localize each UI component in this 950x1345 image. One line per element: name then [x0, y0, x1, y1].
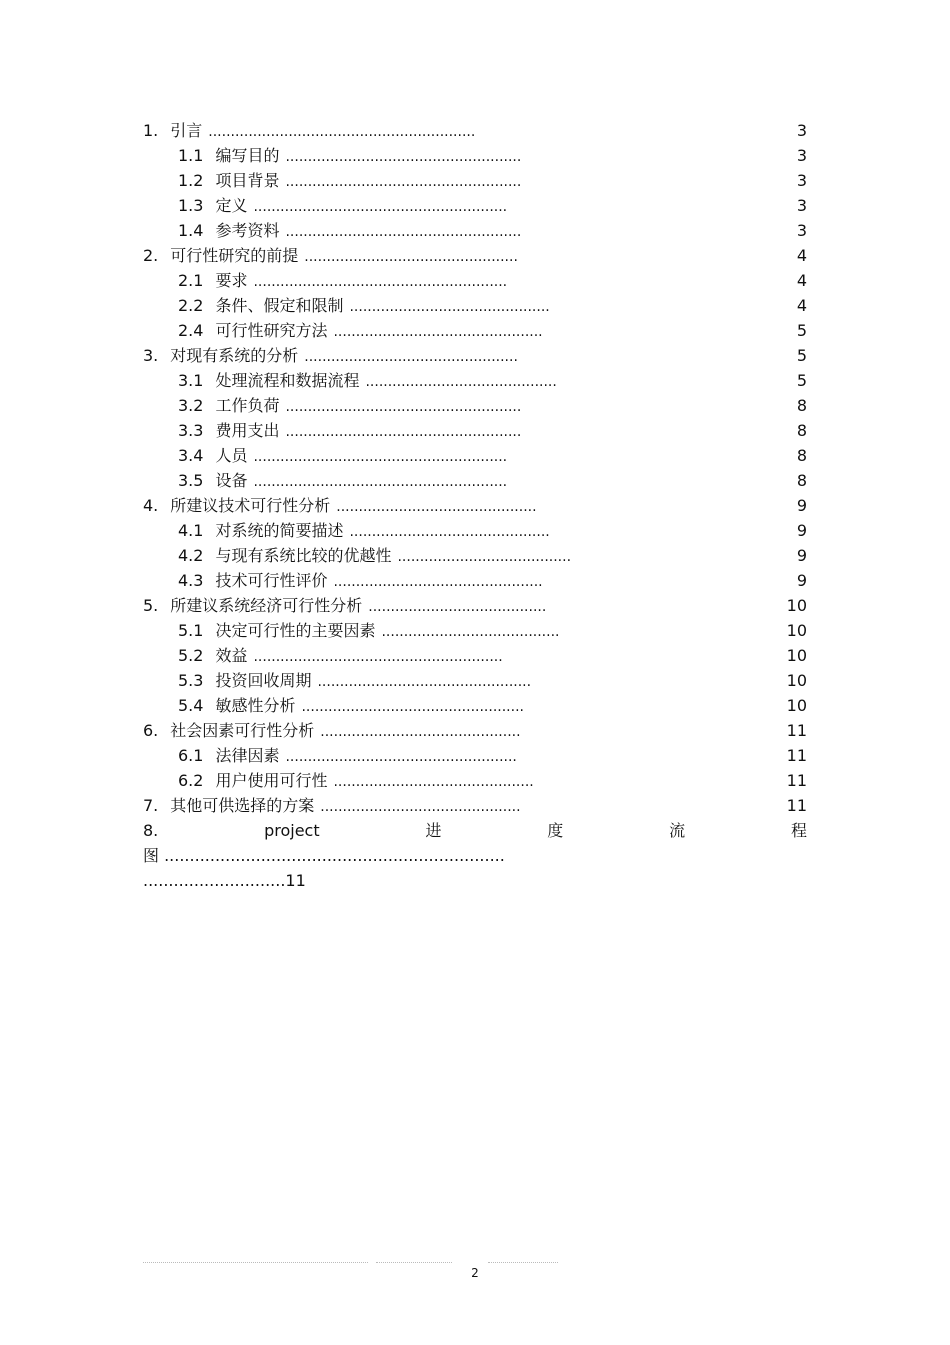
toc-entry-page: 4 — [796, 246, 807, 265]
toc-entry-title: 用户使用可行性 — [215, 771, 328, 790]
toc-entry-number: 5.2 — [178, 646, 204, 665]
toc-entry-number: 6.1 — [178, 746, 204, 765]
toc-leader-dots: .................................................. — [301, 699, 524, 715]
toc-entry-number: 3.2 — [178, 396, 204, 415]
toc-entry[interactable] — [143, 718, 807, 743]
toc-entry-number: 2.2 — [178, 296, 204, 315]
toc-entry-title: 社会因素可行性分析 — [170, 721, 315, 740]
toc-entry-title: 费用支出 — [215, 421, 280, 440]
toc-entry[interactable] — [143, 743, 807, 768]
toc-entry-8-word: 程 — [790, 821, 807, 840]
toc-entry[interactable] — [143, 118, 807, 143]
toc-leader-dots: .................................................... — [285, 749, 517, 765]
toc-entry-title: 处理流程和数据流程 — [215, 371, 360, 390]
toc-entry-title: 决定可行性的主要因素 — [215, 621, 376, 640]
toc-entry[interactable] — [143, 293, 807, 318]
toc-entry-number: 1.3 — [178, 196, 204, 215]
toc-entry-8-word: project — [264, 821, 320, 840]
toc-entry-title: 引言 — [170, 121, 203, 140]
toc-entry-title: 定义 — [215, 196, 248, 215]
toc-entry[interactable] — [143, 318, 807, 343]
toc-leader-dots: ..................................................... — [285, 424, 522, 440]
toc-entry-8-page: ............................11 — [143, 871, 306, 890]
toc-leader-dots: ..................................................... — [285, 149, 522, 165]
toc-entry[interactable] — [143, 468, 807, 493]
toc-entry-page: 9 — [796, 521, 807, 540]
toc-entry-number: 1. — [143, 121, 159, 140]
toc-entry-number: 2.4 — [178, 321, 204, 340]
toc-entry-page: 9 — [796, 496, 807, 515]
toc-entry[interactable] — [143, 393, 807, 418]
toc-entry-page: 11 — [786, 746, 807, 765]
toc-entry-title: 可行性研究的前提 — [170, 246, 299, 265]
toc-entry-page: 10 — [786, 696, 807, 715]
toc-entry-title: 投资回收周期 — [215, 671, 312, 690]
toc-entry-number: 3.4 — [178, 446, 204, 465]
toc-entry-number: 2.1 — [178, 271, 204, 290]
toc-entry-title: 对现有系统的分析 — [170, 346, 299, 365]
footer-divider — [143, 1262, 368, 1263]
toc-entry-number: 4.3 — [178, 571, 204, 590]
toc-entry-page: 8 — [796, 446, 807, 465]
toc-leader-dots: ........................................... — [365, 374, 557, 390]
toc-entry-8-word: 流 — [669, 821, 686, 840]
toc-entry-title: 技术可行性评价 — [215, 571, 328, 590]
toc-entry[interactable] — [143, 218, 807, 243]
toc-entry-number: 3.3 — [178, 421, 204, 440]
toc-entry-title: 要求 — [215, 271, 248, 290]
toc-entry-number: 3. — [143, 346, 159, 365]
toc-entry-number: 5.3 — [178, 671, 204, 690]
toc-entry-number: 6. — [143, 721, 159, 740]
toc-entry-page: 3 — [796, 171, 807, 190]
toc-entry[interactable] — [143, 518, 807, 543]
toc-entry-number: 1.2 — [178, 171, 204, 190]
toc-entry-title: 项目背景 — [215, 171, 280, 190]
toc-entry[interactable] — [143, 343, 807, 368]
toc-leader-dots: ............................................. — [349, 524, 550, 540]
toc-entry[interactable] — [143, 443, 807, 468]
toc-entry-page: 3 — [796, 196, 807, 215]
toc-entry-number: 4. — [143, 496, 159, 515]
toc-entry[interactable] — [143, 418, 807, 443]
toc-entry-page: 11 — [786, 721, 807, 740]
toc-leader-dots: ..................................................... — [285, 224, 522, 240]
toc-entry-page: 4 — [796, 271, 807, 290]
toc-entry[interactable] — [143, 168, 807, 193]
toc-leader-dots: ............................................... — [333, 574, 543, 590]
toc-leader-dots: ......................................................... — [253, 474, 508, 490]
toc-leader-dots: ................................................ — [304, 349, 518, 365]
toc-entry-number: 5.4 — [178, 696, 204, 715]
toc-entry[interactable] — [143, 693, 807, 718]
toc-leader-dots: ............................................. — [336, 499, 537, 515]
toc-entry-page: 8 — [796, 471, 807, 490]
toc-entry-number: 1.1 — [178, 146, 204, 165]
toc-entry-8-word: 度 — [547, 821, 564, 840]
toc-leader-dots: ........................................ — [381, 624, 560, 640]
toc-leader-dots: ......................................................... — [253, 199, 508, 215]
toc-entry-number: 3.1 — [178, 371, 204, 390]
toc-leader-dots: ..................................................... — [285, 174, 522, 190]
table-of-contents — [143, 118, 807, 893]
toc-entry-page: 5 — [796, 321, 807, 340]
toc-entry-page: 11 — [786, 796, 807, 815]
toc-entry-number: 6.2 — [178, 771, 204, 790]
toc-entry-title: 人员 — [215, 446, 248, 465]
toc-entry[interactable] — [143, 793, 807, 818]
toc-entry[interactable] — [143, 593, 807, 618]
toc-entry-title: 效益 — [215, 646, 248, 665]
toc-leader-dots: ............................................................ — [208, 124, 476, 140]
toc-entry-page: 8 — [796, 396, 807, 415]
toc-entry[interactable] — [143, 618, 807, 643]
toc-leader-dots: ............................................. — [320, 724, 521, 740]
toc-entry-title: 与现有系统比较的优越性 — [215, 546, 392, 565]
toc-leader-dots: ........................................ — [368, 599, 547, 615]
toc-entry-title: 编写目的 — [215, 146, 280, 165]
toc-entry-number: 5.1 — [178, 621, 204, 640]
toc-entry-number: 2. — [143, 246, 159, 265]
toc-entry-number: 4.1 — [178, 521, 204, 540]
toc-leader-dots: ............................................. — [349, 299, 550, 315]
toc-entry-title: 条件、假定和限制 — [215, 296, 344, 315]
toc-entry-page: 5 — [796, 371, 807, 390]
toc-entry-number: 7. — [143, 796, 159, 815]
toc-entry-8-word: 进 — [425, 821, 442, 840]
toc-entry[interactable] — [143, 268, 807, 293]
toc-entry[interactable] — [143, 368, 807, 393]
toc-entry-page: 3 — [796, 221, 807, 240]
toc-leader-dots: ....................................... — [397, 549, 572, 565]
toc-entry-number: 4.2 — [178, 546, 204, 565]
toc-entry-number: 3.5 — [178, 471, 204, 490]
toc-entry[interactable] — [143, 143, 807, 168]
page-number: 2 — [471, 1266, 479, 1280]
toc-leader-dots: ................................................ — [317, 674, 532, 690]
toc-entry-page: 10 — [786, 671, 807, 690]
toc-leader-dots: ..................................................... — [285, 399, 522, 415]
toc-entry-page: 5 — [796, 346, 807, 365]
toc-entry[interactable] — [143, 243, 807, 268]
toc-entry-number: 5. — [143, 596, 159, 615]
toc-entry-page: 10 — [786, 621, 807, 640]
toc-entry-title: 法律因素 — [215, 746, 280, 765]
footer-divider — [376, 1262, 452, 1263]
toc-leader-dots: ......................................................... — [253, 449, 508, 465]
toc-leader-dots: ............................................... — [333, 324, 543, 340]
toc-entry-page: 3 — [796, 121, 807, 140]
toc-entry-title: 对系统的简要描述 — [215, 521, 344, 540]
toc-entry-8[interactable] — [143, 818, 807, 843]
toc-leader-dots: ......................................................... — [253, 274, 508, 290]
footer-divider — [488, 1262, 558, 1263]
toc-entry-title: 工作负荷 — [215, 396, 280, 415]
toc-entry[interactable] — [143, 193, 807, 218]
toc-entry-title: 其他可供选择的方案 — [170, 796, 315, 815]
toc-entry-page: 10 — [786, 596, 807, 615]
toc-entry-title: 所建议技术可行性分析 — [170, 496, 331, 515]
toc-entry-title: 敏感性分析 — [215, 696, 296, 715]
toc-entry[interactable] — [143, 493, 807, 518]
toc-entry-page: 9 — [796, 571, 807, 590]
toc-entry[interactable] — [143, 543, 807, 568]
toc-entry-number: 1.4 — [178, 221, 204, 240]
toc-leader-dots: ............................................. — [320, 799, 521, 815]
toc-entry-title: 可行性研究方法 — [215, 321, 328, 340]
toc-leader-dots: ................................................ — [304, 249, 518, 265]
toc-entry-page: 8 — [796, 421, 807, 440]
toc-leader-dots: ........................................................ — [253, 649, 503, 665]
toc-entry-title: 参考资料 — [215, 221, 280, 240]
toc-entry-8-word: 8. — [143, 821, 159, 840]
toc-entry[interactable] — [143, 643, 807, 668]
toc-entry-title: 设备 — [215, 471, 248, 490]
toc-entry-page: 3 — [796, 146, 807, 165]
toc-entry-page: 4 — [796, 296, 807, 315]
toc-entry[interactable] — [143, 768, 807, 793]
toc-entry-page: 10 — [786, 646, 807, 665]
toc-entry[interactable] — [143, 568, 807, 593]
toc-entry[interactable] — [143, 668, 807, 693]
toc-entry-page: 9 — [796, 546, 807, 565]
toc-entry-page: 11 — [786, 771, 807, 790]
toc-entry-8-continuation: 图 ................................................................... — [143, 846, 505, 865]
toc-entry-title: 所建议系统经济可行性分析 — [170, 596, 363, 615]
toc-leader-dots: ............................................. — [333, 774, 534, 790]
